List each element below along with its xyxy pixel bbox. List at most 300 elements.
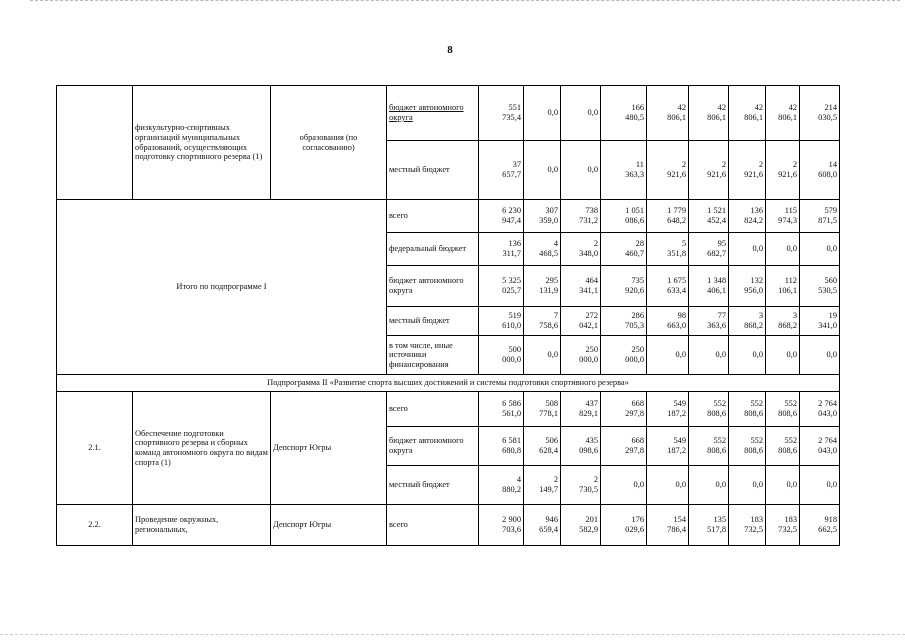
amount-cell [689, 392, 729, 427]
amount-line: 0,0 [752, 350, 763, 360]
amount-cell [479, 427, 524, 466]
amount-cell [524, 141, 561, 200]
amount-cell [601, 86, 647, 141]
amount-line: 437 [585, 399, 598, 409]
amount-line: 648,2 [667, 216, 686, 225]
amount-line: 560 [824, 276, 837, 286]
amount-line: 112 [784, 276, 797, 286]
funding-source: местный бюджет [387, 307, 479, 336]
amount-line: 000,0 [502, 355, 521, 364]
amount-cell [601, 466, 647, 505]
amount-cell [689, 266, 729, 307]
amount-line: 77 [717, 311, 726, 321]
amount-line: 000,0 [625, 355, 644, 364]
table-row [57, 200, 840, 233]
amount-line: 0,0 [752, 244, 763, 254]
amount-line: 0,0 [826, 350, 837, 360]
amount-line: 149,7 [539, 485, 558, 494]
amount-line: 0,0 [715, 480, 726, 490]
amount-line: 250 [585, 345, 598, 355]
funding-source: федеральный бюджет [387, 233, 479, 266]
amount-line: 735,4 [502, 113, 521, 122]
amount-cell [766, 505, 800, 546]
amount-line: 824,2 [744, 216, 763, 225]
amount-line: 946 [545, 515, 558, 525]
amount-line: 42 [788, 103, 797, 113]
amount-cell [524, 466, 561, 505]
amount-cell [479, 86, 524, 141]
amount-cell [561, 427, 601, 466]
amount-cell [601, 141, 647, 200]
amount-cell [689, 505, 729, 546]
amount-cell [689, 307, 729, 336]
amount-cell [800, 307, 840, 336]
amount-cell [800, 200, 840, 233]
amount-cell [601, 307, 647, 336]
amount-line: 272 [585, 311, 598, 321]
page-number: 8 [447, 44, 453, 56]
amount-line: 0,0 [786, 350, 797, 360]
amount-cell [524, 307, 561, 336]
amount-cell [647, 233, 689, 266]
funding-source: местный бюджет [387, 466, 479, 505]
amount-line: 452,4 [707, 216, 726, 225]
amount-cell [689, 427, 729, 466]
amount-line: 460,7 [625, 249, 644, 258]
amount-line: 4 [516, 475, 521, 485]
amount-line: 918 [824, 515, 837, 525]
amount-line: 561,0 [502, 409, 521, 418]
amount-cell [766, 307, 800, 336]
amount-cell [800, 266, 840, 307]
amount-line: 549 [673, 399, 686, 409]
amount-line: 3 [758, 311, 763, 321]
amount-line: 2 [593, 475, 598, 485]
executor: образования (по согласованию) [271, 86, 387, 200]
amount-line: 2 764 [818, 436, 837, 446]
amount-line: 0,0 [675, 480, 686, 490]
amount-line: 551 [508, 103, 521, 113]
amount-cell [561, 86, 601, 141]
amount-line: 351,8 [667, 249, 686, 258]
amount-cell [729, 336, 766, 375]
amount-line: 659,4 [539, 525, 558, 534]
amount-line: 086,6 [625, 216, 644, 225]
amount-cell [766, 336, 800, 375]
amount-cell [647, 505, 689, 546]
amount-line: 025,7 [502, 286, 521, 295]
amount-cell [800, 86, 840, 141]
amount-line: 731,2 [579, 216, 598, 225]
amount-line: 6 581 [502, 436, 521, 446]
amount-line: 341,0 [818, 321, 837, 330]
amount-line: 0,0 [786, 244, 797, 254]
amount-cell [689, 200, 729, 233]
amount-line: 808,6 [778, 409, 797, 418]
funding-source: всего [387, 505, 479, 546]
amount-line: 136 [750, 206, 763, 216]
amount-cell [729, 266, 766, 307]
amount-cell [800, 392, 840, 427]
amount-line: 732,5 [744, 525, 763, 534]
amount-line: 363,3 [625, 170, 644, 179]
amount-line: 0,0 [826, 480, 837, 490]
amount-cell [601, 233, 647, 266]
amount-line: 000,0 [579, 355, 598, 364]
amount-cell [800, 505, 840, 546]
amount-line: 956,0 [744, 286, 763, 295]
amount-cell [647, 307, 689, 336]
amount-cell [524, 427, 561, 466]
amount-line: 183 [784, 515, 797, 525]
amount-line: 786,4 [667, 525, 686, 534]
amount-cell [601, 266, 647, 307]
amount-cell [479, 141, 524, 200]
amount-line: 552 [784, 436, 797, 446]
amount-line: 2 900 [502, 515, 521, 525]
amount-line: 0,0 [547, 108, 558, 118]
amount-line: 187,2 [667, 409, 686, 418]
amount-line: 628,4 [539, 446, 558, 455]
amount-line: 552 [713, 436, 726, 446]
amount-line: 250 [631, 345, 644, 355]
amount-cell [689, 466, 729, 505]
amount-line: 311,7 [502, 249, 521, 258]
table-row [57, 392, 840, 427]
amount-cell [561, 200, 601, 233]
amount-line: 341,1 [579, 286, 598, 295]
amount-line: 758,6 [539, 321, 558, 330]
amount-line: 1 779 [667, 206, 686, 216]
amount-cell [766, 233, 800, 266]
item-number: 2.2. [57, 505, 133, 546]
measure-name: Обеспечение подготовки спортивного резерва и сборных команд автономного округа по видам спорта (1) [133, 392, 271, 505]
amount-line: 0,0 [587, 108, 598, 118]
amount-line: 0,0 [826, 244, 837, 254]
amount-line: 806,1 [667, 113, 686, 122]
amount-cell [479, 505, 524, 546]
amount-cell [647, 200, 689, 233]
amount-line: 136 [508, 239, 521, 249]
executor: Депспорт Югры [271, 392, 387, 505]
amount-line: 806,1 [744, 113, 763, 122]
funding-source: в том числе, иные источники финансирования [387, 336, 479, 375]
amount-line: 0,0 [675, 350, 686, 360]
amount-cell [479, 266, 524, 307]
item-number: 2.1. [57, 392, 133, 505]
amount-line: 043,0 [818, 409, 837, 418]
amount-line: 808,6 [707, 409, 726, 418]
amount-line: 95 [717, 239, 726, 249]
amount-cell [524, 200, 561, 233]
amount-line: 106,1 [778, 286, 797, 295]
amount-line: 829,1 [579, 409, 598, 418]
amount-line: 0,0 [786, 480, 797, 490]
amount-cell [524, 505, 561, 546]
total-label: Итого по подпрограмме I [57, 200, 387, 375]
amount-line: 663,0 [667, 321, 686, 330]
amount-line: 5 325 [502, 276, 521, 286]
amount-line: 029,6 [625, 525, 644, 534]
amount-line: 166 [631, 103, 644, 113]
amount-cell [647, 392, 689, 427]
amount-line: 14 [828, 160, 837, 170]
amount-line: 297,8 [625, 409, 644, 418]
amount-line: 662,5 [818, 525, 837, 534]
amount-cell [479, 200, 524, 233]
amount-line: 705,3 [625, 321, 644, 330]
amount-line: 132 [750, 276, 763, 286]
budget-table [56, 85, 840, 546]
amount-cell [479, 336, 524, 375]
amount-line: 730,5 [579, 485, 598, 494]
amount-cell [524, 266, 561, 307]
amount-line: 359,0 [539, 216, 558, 225]
amount-cell [479, 233, 524, 266]
amount-cell [561, 233, 601, 266]
amount-cell [729, 86, 766, 141]
amount-cell [766, 427, 800, 466]
amount-cell [766, 86, 800, 141]
table-row [57, 505, 840, 546]
amount-line: 435 [585, 436, 598, 446]
amount-line: 732,5 [778, 525, 797, 534]
amount-cell [800, 233, 840, 266]
amount-line: 7 [553, 311, 558, 321]
amount-line: 703,6 [502, 525, 521, 534]
amount-line: 579 [824, 206, 837, 216]
amount-cell [647, 266, 689, 307]
amount-cell [561, 505, 601, 546]
amount-line: 682,7 [707, 249, 726, 258]
funding-source: всего [387, 392, 479, 427]
amount-line: 135 [713, 515, 726, 525]
amount-line: 42 [717, 103, 726, 113]
amount-cell [561, 141, 601, 200]
amount-line: 37 [512, 160, 521, 170]
amount-cell [601, 392, 647, 427]
amount-cell [601, 505, 647, 546]
table-row [57, 375, 840, 392]
amount-line: 201 [585, 515, 598, 525]
amount-cell [561, 466, 601, 505]
amount-line: 4 [553, 239, 558, 249]
amount-line: 549 [673, 436, 686, 446]
amount-line: 610,0 [502, 321, 521, 330]
amount-cell [524, 233, 561, 266]
amount-line: 974,3 [778, 216, 797, 225]
amount-line: 187,2 [667, 446, 686, 455]
amount-line: 42 [677, 103, 686, 113]
amount-line: 042,1 [579, 321, 598, 330]
amount-line: 808,6 [744, 409, 763, 418]
amount-cell [479, 307, 524, 336]
funding-source: бюджет автономного округа [387, 427, 479, 466]
amount-line: 468,5 [539, 249, 558, 258]
amount-line: 778,1 [539, 409, 558, 418]
amount-line: 183 [750, 515, 763, 525]
amount-line: 868,2 [744, 321, 763, 330]
amount-line: 2 764 [818, 399, 837, 409]
amount-line: 0,0 [715, 350, 726, 360]
amount-line: 098,6 [579, 446, 598, 455]
amount-line: 921,6 [744, 170, 763, 179]
amount-line: 6 586 [502, 399, 521, 409]
amount-line: 2 [553, 475, 558, 485]
amount-cell [689, 86, 729, 141]
amount-line: 657,7 [502, 170, 521, 179]
amount-line: 11 [635, 160, 644, 170]
amount-line: 808,6 [778, 446, 797, 455]
amount-line: 947,4 [502, 216, 521, 225]
amount-cell [524, 86, 561, 141]
amount-line: 806,1 [778, 113, 797, 122]
amount-cell [601, 427, 647, 466]
amount-line: 530,5 [818, 286, 837, 295]
amount-line: 363,6 [707, 321, 726, 330]
amount-cell [766, 141, 800, 200]
amount-line: 738 [585, 206, 598, 216]
amount-cell [729, 505, 766, 546]
executor: Депспорт Югры [271, 505, 387, 546]
amount-line: 880,2 [502, 485, 521, 494]
amount-cell [601, 200, 647, 233]
amount-line: 5 [681, 239, 686, 249]
amount-cell [766, 392, 800, 427]
amount-cell [561, 336, 601, 375]
amount-line: 1 348 [707, 276, 726, 286]
amount-line: 921,6 [707, 170, 726, 179]
amount-line: 0,0 [752, 480, 763, 490]
amount-line: 500 [508, 345, 521, 355]
amount-cell [729, 427, 766, 466]
amount-line: 582,9 [579, 525, 598, 534]
scan-bottom-edge [0, 634, 905, 639]
amount-line: 98 [677, 311, 686, 321]
funding-source: бюджет автономного округа [387, 86, 479, 141]
amount-line: 2 [681, 160, 686, 170]
amount-cell [729, 200, 766, 233]
amount-line: 552 [713, 399, 726, 409]
amount-line: 0,0 [547, 165, 558, 175]
amount-line: 286 [631, 311, 644, 321]
amount-cell [729, 141, 766, 200]
amount-line: 28 [635, 239, 644, 249]
amount-cell [647, 466, 689, 505]
amount-line: 921,6 [667, 170, 686, 179]
amount-line: 668 [631, 399, 644, 409]
amount-line: 154 [673, 515, 686, 525]
amount-cell [561, 266, 601, 307]
amount-line: 668 [631, 436, 644, 446]
measure-name: физкультурно-спортивных организаций муниципальных образований, осуществляющих подготовку спортивного резерва (1) [133, 86, 271, 200]
measure-name: Проведение окружных, региональных, [133, 505, 271, 546]
amount-line: 214 [824, 103, 837, 113]
amount-line: 735 [631, 276, 644, 286]
amount-line: 0,0 [547, 350, 558, 360]
amount-cell [647, 336, 689, 375]
funding-source: местный бюджет [387, 141, 479, 200]
amount-cell [479, 466, 524, 505]
amount-line: 115 [784, 206, 797, 216]
amount-line: 868,2 [778, 321, 797, 330]
amount-cell [524, 392, 561, 427]
amount-cell [561, 392, 601, 427]
amount-cell [561, 307, 601, 336]
amount-cell [479, 392, 524, 427]
amount-line: 633,4 [667, 286, 686, 295]
amount-cell [729, 466, 766, 505]
amount-cell [601, 336, 647, 375]
amount-line: 176 [631, 515, 644, 525]
scan-top-edge [30, 0, 900, 5]
amount-cell [689, 336, 729, 375]
funding-source: бюджет автономного округа [387, 266, 479, 307]
amount-cell [729, 307, 766, 336]
amount-line: 2 [758, 160, 763, 170]
funding-source: всего [387, 200, 479, 233]
amount-cell [800, 427, 840, 466]
amount-line: 1 521 [707, 206, 726, 216]
amount-line: 1 675 [667, 276, 686, 286]
amount-cell [766, 266, 800, 307]
amount-line: 806,1 [707, 113, 726, 122]
amount-cell [800, 466, 840, 505]
amount-cell [647, 427, 689, 466]
amount-line: 2 [593, 239, 598, 249]
amount-cell [800, 336, 840, 375]
amount-line: 42 [754, 103, 763, 113]
amount-line: 1 051 [625, 206, 644, 216]
amount-line: 552 [750, 399, 763, 409]
amount-line: 2 [792, 160, 797, 170]
amount-cell [689, 141, 729, 200]
amount-line: 680,8 [502, 446, 521, 455]
amount-line: 295 [545, 276, 558, 286]
amount-line: 608,0 [818, 170, 837, 179]
amount-line: 921,6 [778, 170, 797, 179]
amount-line: 3 [792, 311, 797, 321]
amount-line: 131,9 [539, 286, 558, 295]
amount-line: 871,5 [818, 216, 837, 225]
amount-line: 307 [545, 206, 558, 216]
amount-line: 519 [508, 311, 521, 321]
amount-line: 464 [585, 276, 598, 286]
amount-line: 19 [828, 311, 837, 321]
amount-line: 406,1 [707, 286, 726, 295]
amount-line: 920,6 [625, 286, 644, 295]
amount-cell [524, 336, 561, 375]
amount-cell [766, 466, 800, 505]
amount-cell [766, 200, 800, 233]
amount-line: 808,6 [744, 446, 763, 455]
amount-cell [800, 141, 840, 200]
amount-line: 0,0 [587, 165, 598, 175]
amount-cell [729, 233, 766, 266]
subprogram-title: Подпрограмма II «Развитие спорта высших достижений и системы подготовки спортивного резерва» [57, 375, 840, 392]
amount-line: 348,0 [579, 249, 598, 258]
table-row [57, 86, 840, 141]
amount-line: 808,6 [707, 446, 726, 455]
amount-cell [689, 233, 729, 266]
amount-line: 517,8 [707, 525, 726, 534]
amount-line: 552 [750, 436, 763, 446]
amount-cell [647, 141, 689, 200]
amount-line: 508 [545, 399, 558, 409]
amount-cell [729, 392, 766, 427]
amount-line: 297,8 [625, 446, 644, 455]
amount-line: 6 230 [502, 206, 521, 216]
